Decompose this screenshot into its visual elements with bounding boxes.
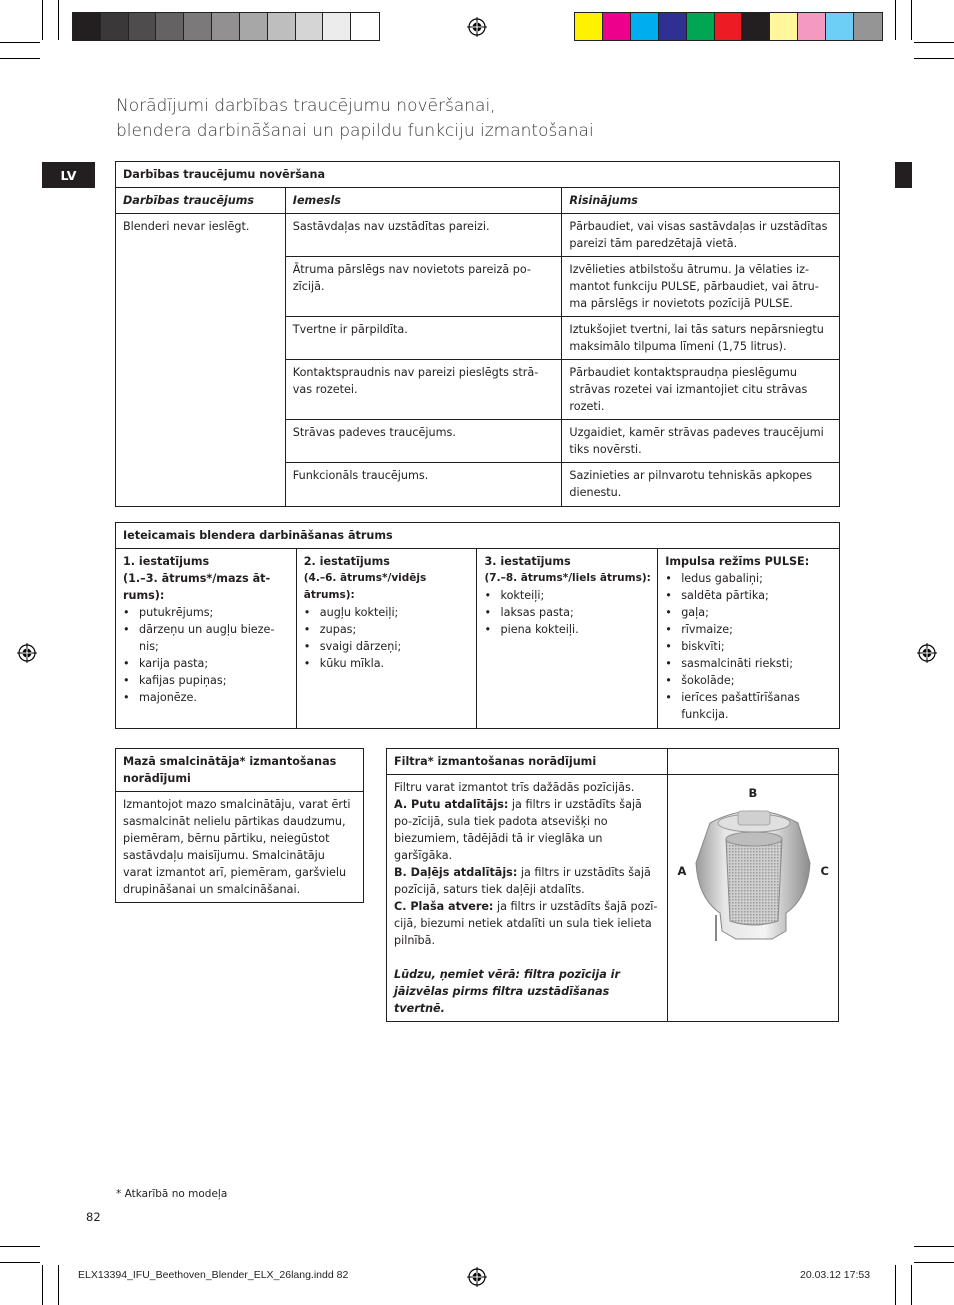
column-header-problem: Darbības traucējums <box>116 188 286 214</box>
cause-cell: Funkcionāls traucējums. <box>285 463 562 507</box>
crop-mark <box>911 1265 912 1305</box>
filter-b-label: B. Daļējs atdalītājs: <box>394 866 518 879</box>
list-item: • piena kokteiļi. <box>484 621 651 638</box>
speed-column-heading: (4.–6. ātrums*/vidējs ātrums): <box>303 572 427 601</box>
list-item: • putukrējums; <box>123 604 290 621</box>
filter-intro: Filtru varat izmantot trīs dažādās pozīcijās. <box>394 781 635 794</box>
speed-column-heading: 2. iestatījums <box>303 555 390 568</box>
solution-cell: Sazinieties ar pilnvarotu tehniskās apkopes dienestu. <box>562 463 840 507</box>
color-swatch <box>826 13 854 40</box>
speed-column-heading: 3. iestatījums <box>484 555 571 568</box>
color-swatch <box>323 13 351 40</box>
solution-cell: Izvēlieties atbilstošu ātrumu. Ja vēlaties iz-mantot funkciju PULSE, pārbaudiet, vai ātru-ma pārslēgs ir novietots pozīcijā PULSE. <box>562 257 840 317</box>
list-item: • ledus gabaliņi; <box>665 570 833 587</box>
solution-cell: Iztukšojiet tvertni, lai tās saturs nepārsniegtu maksimālo tilpuma līmeni (1,75 litrus). <box>562 317 840 360</box>
speed-column-heading: 1. iestatījums <box>123 555 210 568</box>
column-header-solution: Risinājums <box>562 188 840 214</box>
filter-label-c: C <box>820 864 829 878</box>
chopper-table <box>115 748 364 903</box>
gray-color-bar <box>72 12 380 41</box>
filter-c-label: C. Plaša atvere: <box>394 900 494 913</box>
color-swatch <box>603 13 631 40</box>
filter-note: Lūdzu, ņemiet vērā: filtra pozīcija ir jāizvēlas pirms filtra uzstādīšanas tvertnē. <box>394 968 621 1015</box>
side-tab-marker <box>895 162 912 188</box>
cause-cell: Kontaktspraudnis nav pareizi pieslēgts strā-vas rozetei. <box>285 360 562 420</box>
color-swatch <box>659 13 687 40</box>
speed-item-list <box>484 587 651 638</box>
filter-text <box>387 775 668 1022</box>
speed-title: Ieteicamais blendera darbināšanas ātrums <box>116 523 840 549</box>
language-tab: LV <box>42 162 95 188</box>
problem-cell: Blenderi nevar ieslēgt. <box>116 214 286 507</box>
list-item: • majonēze. <box>123 689 290 706</box>
filter-title: Filtra* izmantošanas norādījumi <box>387 749 668 775</box>
list-item: • sasmalcināti rieksti; <box>665 655 833 672</box>
solution-cell: Uzgaidiet, kamēr strāvas padeves traucējumi tiks novērsti. <box>562 420 840 463</box>
crop-mark <box>914 1246 954 1247</box>
list-item: • rīvmaize; <box>665 621 833 638</box>
color-swatch <box>575 13 603 40</box>
crop-mark <box>0 42 40 43</box>
troubleshooting-table <box>115 161 840 507</box>
process-color-bar <box>574 12 883 41</box>
speed-item-list <box>123 604 290 706</box>
filter-image-cell <box>668 775 839 1022</box>
speed-column-heading: (7.–8. ātrums*/liels ātrums): <box>484 572 651 584</box>
crop-mark <box>42 1265 43 1305</box>
table-row <box>116 214 840 257</box>
speed-column <box>296 549 477 729</box>
column-header-cause: Iemesls <box>285 188 562 214</box>
cause-cell: Tvertne ir pārpildīta. <box>285 317 562 360</box>
troubleshooting-title: Darbības traucējumu novēršana <box>116 162 840 188</box>
crop-mark <box>914 58 954 59</box>
list-item: • biskvīti; <box>665 638 833 655</box>
filter-c-text: ja filtrs ir uzstādīts šajā pozī-cijā, biezumi netiek atdalīti un sula tiek ielieta pilnībā. <box>394 900 658 947</box>
color-swatch <box>687 13 715 40</box>
speed-column-heading: Impulsa režīms PULSE: <box>665 555 810 568</box>
color-swatch <box>351 13 379 40</box>
cause-cell: Sastāvdaļas nav uzstādītas pareizi. <box>285 214 562 257</box>
crop-mark <box>0 1246 40 1247</box>
color-swatch <box>631 13 659 40</box>
list-item: • kokteiļi; <box>484 587 651 604</box>
speed-item-list <box>304 604 471 672</box>
speed-column-heading: (1.–3. ātrums*/mazs āt- <box>123 572 271 585</box>
chopper-text: Izmantojot mazo smalcinātāju, varat ērti sasmalcināt nelielu pārtikas daudzumu, piemēram, bērnu pārtiku, neiegūstot sastāvdaļu maisījumu. Smalcinātāju varat izmantot arī, piemēram, garšvielu drupināšanai un smalcināšanai. <box>116 792 364 903</box>
crop-mark <box>895 1265 896 1305</box>
crop-mark <box>895 0 896 40</box>
page-number: 82 <box>86 1210 101 1224</box>
list-item: • zupas; <box>304 621 471 638</box>
list-item: • kūku mīkla. <box>304 655 471 672</box>
registration-mark-icon <box>917 643 937 663</box>
list-item: • kafijas pupiņas; <box>123 672 290 689</box>
color-swatch <box>770 13 798 40</box>
page-title-line-2: blendera darbināšanai un papildu funkciju izmantošanai <box>116 121 594 141</box>
list-item: • karija pasta; <box>123 655 290 672</box>
filter-position-c <box>394 898 661 949</box>
filter-position-b <box>394 864 661 898</box>
filter-b-text: ja filtrs ir uzstādīts šajā pozīcijā, saturs tiek daļēji atdalīts. <box>394 866 651 896</box>
crop-mark <box>914 1262 954 1263</box>
page-title <box>116 94 594 144</box>
filter-a-label: A. Putu atdalītājs: <box>394 798 509 811</box>
filter-label-b: B <box>748 786 758 800</box>
color-swatch <box>798 13 826 40</box>
slug-filename: ELX13394_IFU_Beethoven_Blender_ELX_26lang.indd 82 <box>78 1269 349 1281</box>
list-item: • laksas pasta; <box>484 604 651 621</box>
color-swatch <box>240 13 268 40</box>
solution-cell: Pārbaudiet kontaktspraudņa pieslēgumu strāvas rozetei vai izmantojiet citu strāvas rozeti. <box>562 360 840 420</box>
filter-a-text: ja filtrs ir uzstādīts šajā po-zīcijā, sula tiek padota atsevišķi no biezumiem, tādējādi tā ir vieglāka un garšīgāka. <box>394 798 642 862</box>
crop-mark <box>0 1262 40 1263</box>
color-swatch <box>73 13 101 40</box>
filter-position-a <box>394 796 661 864</box>
registration-mark-icon <box>467 17 487 37</box>
solution-cell: Pārbaudiet, vai visas sastāvdaļas ir uzstādītas pareizi tām paredzētajā vietā. <box>562 214 840 257</box>
color-swatch <box>129 13 157 40</box>
color-swatch <box>296 13 324 40</box>
color-swatch <box>101 13 129 40</box>
filter-table <box>386 748 839 1022</box>
speed-item-list <box>665 570 833 723</box>
color-swatch <box>184 13 212 40</box>
color-swatch <box>268 13 296 40</box>
slug-timestamp: 20.03.12 17:53 <box>800 1269 871 1281</box>
speed-column-heading: rums): <box>123 589 165 602</box>
list-item: • svaigi dārzeņi; <box>304 638 471 655</box>
registration-mark-icon <box>467 1267 487 1287</box>
filter-title-blank <box>668 749 839 775</box>
filter-illustration <box>690 803 818 945</box>
crop-mark <box>0 58 40 59</box>
page-title-line-1: Norādījumi darbības traucējumu novēršanai, <box>116 96 496 116</box>
crop-mark <box>914 42 954 43</box>
chopper-title: Mazā smalcinātāja* izmantošanas norādījumi <box>116 749 364 792</box>
footnote: * Atkarībā no modeļa <box>116 1188 228 1200</box>
color-swatch <box>854 13 882 40</box>
color-swatch <box>212 13 240 40</box>
speed-column <box>658 549 840 729</box>
list-item: • saldēta pārtika; <box>665 587 833 604</box>
cause-cell: Ātruma pārslēgs nav novietots pareizā po-zīcijā. <box>285 257 562 317</box>
speed-column <box>116 549 297 729</box>
crop-mark <box>42 0 43 40</box>
cause-cell: Strāvas padeves traucējums. <box>285 420 562 463</box>
list-item: • gaļa; <box>665 604 833 621</box>
speed-column <box>477 549 658 729</box>
speed-table <box>115 522 840 729</box>
color-swatch <box>156 13 184 40</box>
list-item: • šokolāde; <box>665 672 833 689</box>
filter-label-a: A <box>677 864 687 878</box>
list-item: • ierīces pašattīrīšanas funkcija. <box>665 689 833 723</box>
list-item: • dārzeņu un augļu bieze-nis; <box>123 621 290 655</box>
crop-mark <box>911 0 912 40</box>
crop-mark <box>58 0 59 40</box>
color-swatch <box>742 13 770 40</box>
registration-mark-icon <box>17 643 37 663</box>
list-item: • augļu kokteiļi; <box>304 604 471 621</box>
color-swatch <box>715 13 743 40</box>
crop-mark <box>58 1265 59 1305</box>
